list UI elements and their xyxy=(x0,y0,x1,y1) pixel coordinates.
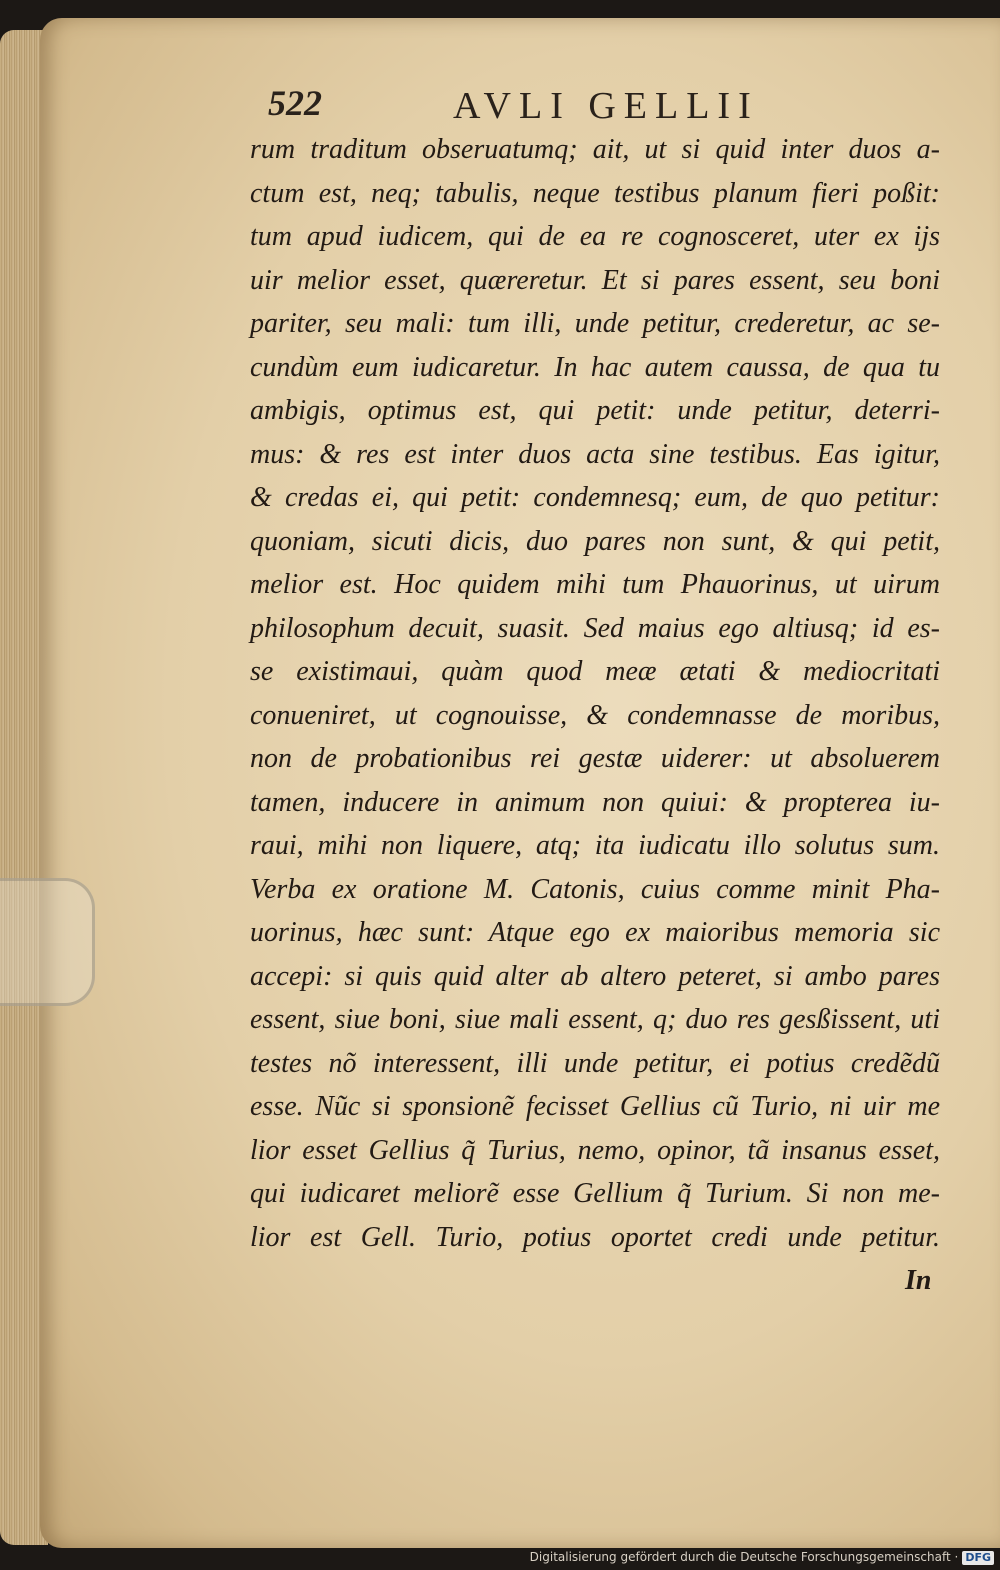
text-line: uorinus, hæc sunt: Atque ego ex maioribus memoria sic xyxy=(250,917,940,948)
text-line: qui iudicaret meliorẽ esse Gellium q̃ Turium. Si non me- xyxy=(250,1178,940,1209)
page-clip xyxy=(0,878,95,1006)
text-line: esse. Nũc si sponsionẽ fecisset Gellius cũ Turio, ni uir me xyxy=(250,1091,940,1122)
digitization-footer xyxy=(530,1548,994,1566)
text-line: essent, siue boni, siue mali essent, q; duo res gesßissent, uti xyxy=(250,1004,940,1035)
text-line: lior est Gell. Turio, potius oportet credi unde petitur. xyxy=(250,1221,940,1253)
page-header xyxy=(268,78,938,127)
text-line: accepi: si quis quid alter ab altero peteret, si ambo pares xyxy=(250,960,940,992)
text-line: pariter, seu mali: tum illi, unde petitur, crederetur, ac se- xyxy=(250,308,940,339)
page-number: 522 xyxy=(268,83,322,123)
text-line: melior est. Hoc quidem mihi tum Phauorinus, ut uirum xyxy=(250,569,940,600)
text-line: Verba ex oratione M. Catonis, cuius comme minit Pha- xyxy=(250,873,940,905)
text-line: tum apud iudicem, qui de ea re cognosceret, uter ex ijs xyxy=(250,221,940,252)
text-line: uir melior esset, quæreretur. Et si pares essent, seu boni xyxy=(250,264,940,296)
text-line: se existimaui, quàm quod meæ ætati & mediocritati xyxy=(250,656,940,687)
text-line: rum traditum obseruatumq; ait, ut si quid inter duos a- xyxy=(250,134,940,165)
catchword: In xyxy=(905,1265,932,1296)
text-line: mus: & res est inter duos acta sine testibus. Eas igitur, xyxy=(250,438,940,470)
text-line: ambigis, optimus est, qui petit: unde petitur, deterri- xyxy=(250,395,940,426)
text-line: cundùm eum iudicaretur. In hac autem caussa, de qua tu xyxy=(250,351,940,383)
running-head: AVLI GELLII xyxy=(453,85,759,127)
text-line: conueniret, ut cognouisse, & condemnasse de moribus, xyxy=(250,699,940,731)
text-line: lior esset Gellius q̃ Turius, nemo, opinor, tã insanus esset, xyxy=(250,1134,940,1166)
text-line: ctum est, neq; tabulis, neque testibus planum fieri poßit: xyxy=(250,177,940,209)
text-line: tamen, inducere in animum non quiui: & propterea iu- xyxy=(250,786,940,818)
body-text xyxy=(250,128,940,1259)
text-line: & credas ei, qui petit: condemnesq; eum, de quo petitur: xyxy=(250,482,940,513)
text-line: testes nõ interessent, illi unde petitur, ei potius credẽdũ xyxy=(250,1047,940,1079)
text-line: raui, mihi non liquere, atq; ita iudicatu illo solutus sum. xyxy=(250,830,940,861)
dfg-logo-icon: DFG xyxy=(962,1551,994,1565)
text-line: non de probationibus rei gestæ uiderer: ut absoluerem xyxy=(250,743,940,774)
text-line: philosophum decuit, suasit. Sed maius ego altiusq; id es- xyxy=(250,612,940,644)
text-line: quoniam, sicuti dicis, duo pares non sunt, & qui petit, xyxy=(250,525,940,557)
footer-credit-text: Digitalisierung gefördert durch die Deutsche Forschungsgemeinschaft · xyxy=(529,1550,959,1564)
